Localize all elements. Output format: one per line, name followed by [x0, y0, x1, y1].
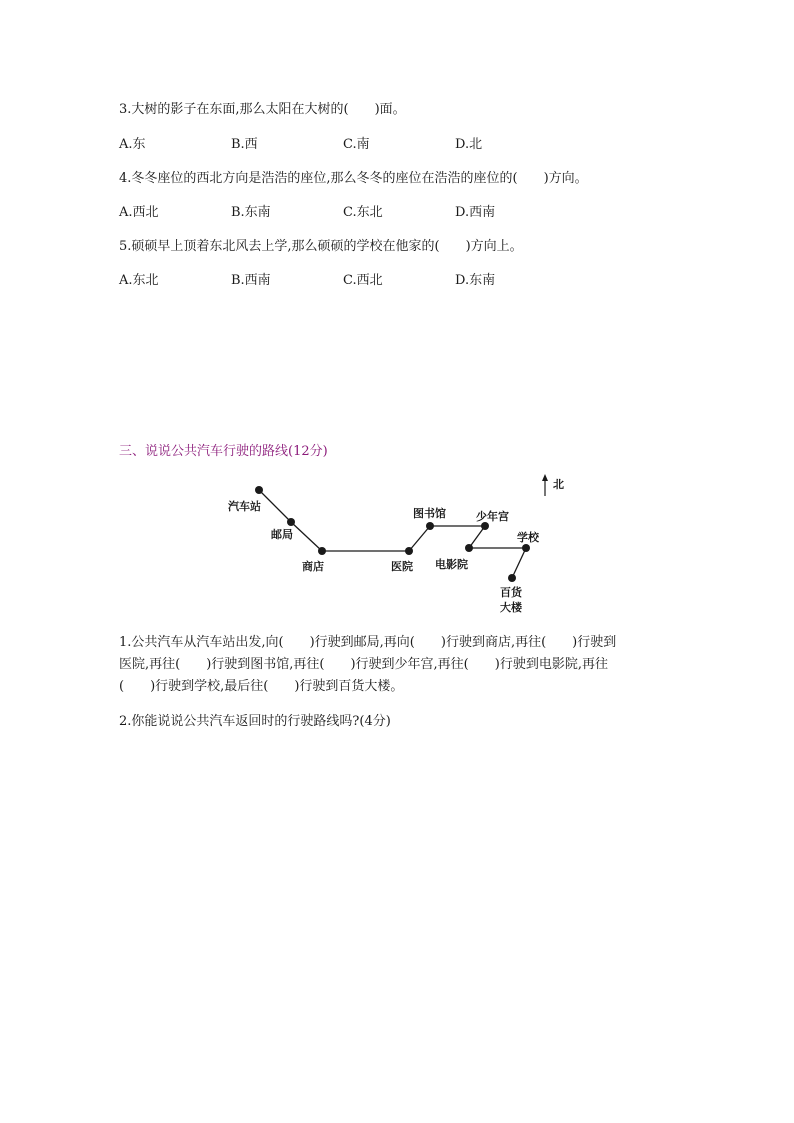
stop-dot-hospital	[405, 547, 413, 555]
stop-dot-library	[426, 522, 434, 530]
q5-option-d: D.东南	[455, 273, 496, 288]
sub-question-1-line-3: ( )行驶到学校,最后往( )行驶到百货大楼。	[119, 679, 404, 694]
stop-dot-bus-station	[255, 486, 263, 494]
route-segment-2	[291, 522, 322, 551]
question-4: 4.冬冬座位的西北方向是浩浩的座位,那么冬冬的座位在浩浩的座位的( )方向。	[119, 171, 588, 186]
route-segment-6	[469, 526, 485, 548]
q5-option-c: C.西北	[343, 273, 383, 288]
stop-label-department-store-2: 大楼	[500, 601, 522, 614]
stop-dot-post-office	[287, 518, 295, 526]
q4-option-c: C.东北	[343, 205, 383, 220]
stop-label-library: 图书馆	[413, 507, 446, 520]
sub-question-1-line-1: 1.公共汽车从汽车站出发,向( )行驶到邮局,再向( )行驶到商店,再往( )行驶到	[119, 635, 617, 650]
q3-option-c: C.南	[343, 137, 370, 152]
sub-question-2: 2.你能说说公共汽车返回时的行驶路线吗?(4分)	[119, 714, 391, 729]
route-segment-1	[259, 490, 291, 522]
q3-option-d: D.北	[455, 137, 483, 152]
route-segment-8	[512, 548, 526, 578]
section-3-title: 三、说说公共汽车行驶的路线(12分)	[119, 444, 328, 459]
stop-label-bus-station: 汽车站	[228, 500, 261, 513]
stop-label-youth-palace: 少年宫	[476, 510, 509, 523]
stop-label-shop: 商店	[302, 560, 324, 573]
stop-label-cinema: 电影院	[435, 558, 468, 571]
stop-label-school: 学校	[517, 531, 539, 544]
route-segment-4	[409, 526, 430, 551]
stop-label-post-office: 邮局	[271, 528, 293, 541]
stop-dot-school	[522, 544, 530, 552]
q3-option-b: B.西	[231, 137, 258, 152]
q4-option-d: D.西南	[455, 205, 496, 220]
stop-label-hospital: 医院	[391, 560, 413, 573]
q3-option-a: A.东	[119, 137, 146, 152]
question-5: 5.硕硕早上顶着东北风去上学,那么硕硕的学校在他家的( )方向上。	[119, 239, 523, 254]
q5-option-b: B.西南	[231, 273, 271, 288]
stop-label-department-store-1: 百货	[500, 586, 522, 599]
question-3: 3.大树的影子在东面,那么太阳在大树的( )面。	[119, 102, 406, 117]
north-arrow-icon	[542, 474, 548, 496]
q5-option-a: A.东北	[119, 273, 159, 288]
stop-dot-cinema	[465, 544, 473, 552]
sub-question-1	[119, 632, 679, 698]
q4-option-b: B.东南	[231, 205, 271, 220]
stop-dot-department-store	[508, 574, 516, 582]
stop-dot-youth-palace	[481, 522, 489, 530]
stop-dot-shop	[318, 547, 326, 555]
q4-option-a: A.西北	[119, 205, 159, 220]
sub-question-1-line-2: 医院,再往( )行驶到图书馆,再往( )行驶到少年宫,再往( )行驶到电影院,再往	[119, 657, 608, 672]
north-label: 北	[553, 478, 564, 491]
